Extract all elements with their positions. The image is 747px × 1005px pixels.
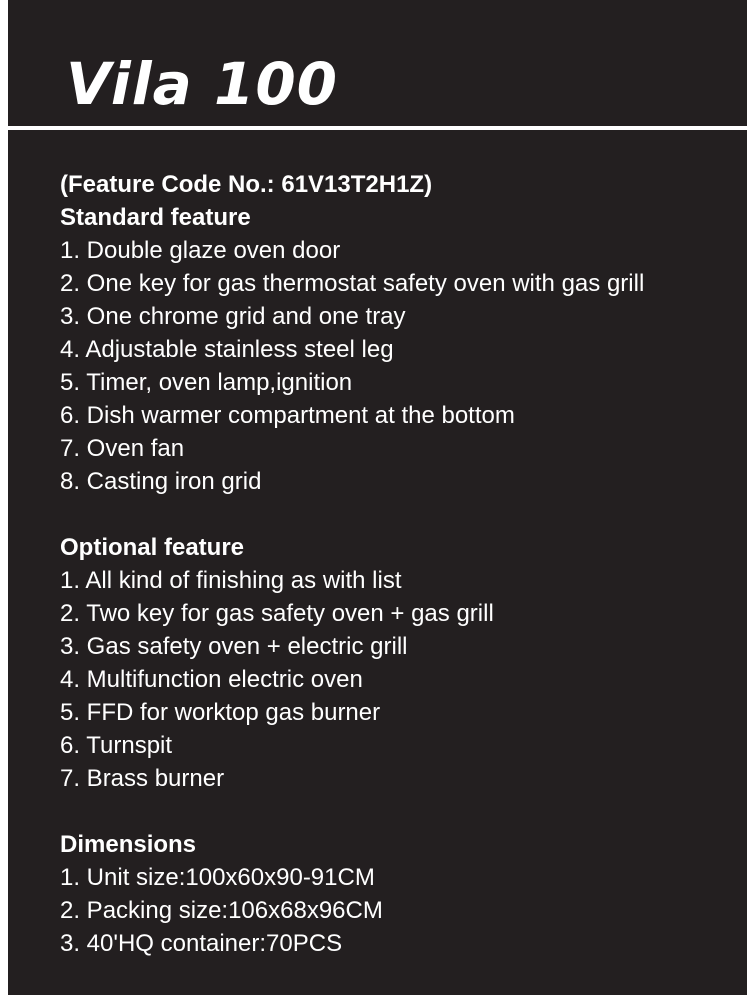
standard-feature-item: 1. Double glaze oven door xyxy=(60,237,341,264)
spec-sheet xyxy=(8,0,747,995)
dimension-item: 1. Unit size:100x60x90-91CM xyxy=(60,864,375,891)
optional-feature-item: 6. Turnspit xyxy=(60,732,173,759)
product-title: Vila 100 xyxy=(66,50,339,118)
standard-feature-item: 2. One key for gas thermostat safety oven with gas grill xyxy=(60,270,645,297)
optional-feature-item: 3. Gas safety oven + electric grill xyxy=(60,633,408,660)
standard-feature-list xyxy=(60,234,740,498)
optional-feature-item: 7. Brass burner xyxy=(60,765,225,792)
optional-feature-section xyxy=(60,531,740,795)
dimension-item: 2. Packing size:106x68x96CM xyxy=(60,897,383,924)
optional-feature-heading: Optional feature xyxy=(60,534,245,561)
standard-feature-section xyxy=(60,201,740,498)
standard-feature-item: 5. Timer, oven lamp,ignition xyxy=(60,369,353,396)
standard-feature-item: 8. Casting iron grid xyxy=(60,468,262,495)
optional-feature-item: 2. Two key for gas safety oven + gas grill xyxy=(60,600,494,627)
dimensions-section xyxy=(60,828,740,960)
standard-feature-item: 7. Oven fan xyxy=(60,435,185,462)
dimension-item: 3. 40'HQ container:70PCS xyxy=(60,930,343,957)
standard-feature-item: 3. One chrome grid and one tray xyxy=(60,303,406,330)
optional-feature-list xyxy=(60,564,740,795)
optional-feature-item: 5. FFD for worktop gas burner xyxy=(60,699,381,726)
section-spacer xyxy=(60,498,740,531)
dimensions-list xyxy=(60,861,740,960)
spec-content xyxy=(60,168,740,960)
optional-feature-item: 4. Multifunction electric oven xyxy=(60,666,363,693)
optional-feature-item: 1. All kind of finishing as with list xyxy=(60,567,402,594)
section-spacer xyxy=(60,795,740,828)
dimensions-heading: Dimensions xyxy=(60,831,197,858)
standard-feature-item: 4. Adjustable stainless steel leg xyxy=(60,336,394,363)
standard-feature-heading: Standard feature xyxy=(60,204,251,231)
standard-feature-item: 6. Dish warmer compartment at the bottom xyxy=(60,402,515,429)
title-divider xyxy=(8,126,747,130)
feature-code: (Feature Code No.: 61V13T2H1Z) xyxy=(60,171,433,198)
